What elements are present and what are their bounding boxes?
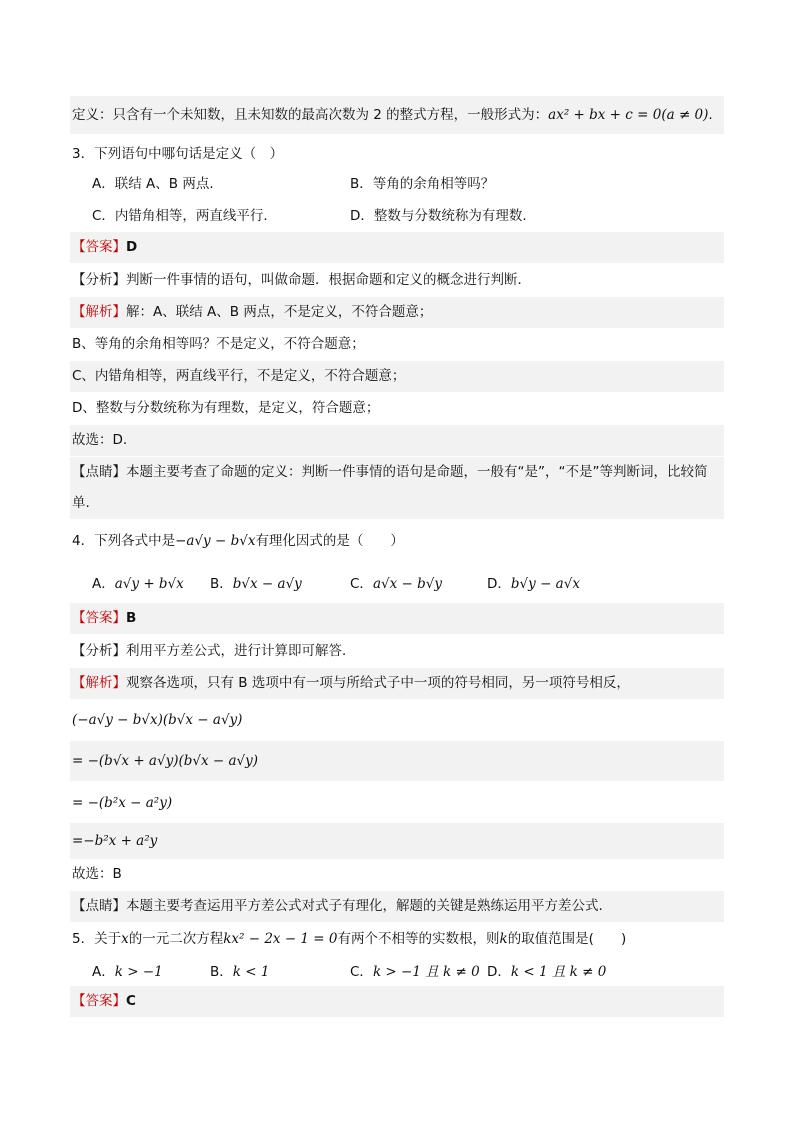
q4-answer: B bbox=[126, 610, 137, 626]
q4-step-3 bbox=[70, 785, 724, 821]
q4-option-c bbox=[350, 572, 442, 592]
q3-choose-row bbox=[70, 425, 724, 456]
option-letter: C． bbox=[350, 964, 373, 980]
option-expr: b√x − a√y bbox=[232, 576, 302, 592]
q3-comment-line-2: 单. bbox=[72, 495, 90, 511]
q5-stem-mid: 的一元二次方程 bbox=[128, 931, 224, 947]
q4-choose: 故选：B bbox=[72, 866, 122, 882]
q4-choose-row bbox=[70, 859, 724, 889]
q4-stem-pre: 4．下列各式中是 bbox=[72, 533, 176, 549]
q4-step-expr: = −(b√x + a√y)(b√x − a√y) bbox=[72, 753, 259, 769]
q3-solution-line: D、整数与分数统称为有理数，是定义，符合题意； bbox=[72, 400, 380, 416]
q5-equation: kx² − 2x − 1 = 0 bbox=[223, 931, 338, 947]
q5-stem-post: 的取值范围是( ) bbox=[507, 931, 627, 947]
q3-stem-text: 3．下列语句中哪句话是定义（ ） bbox=[72, 146, 284, 162]
q3-solution-row-3 bbox=[70, 361, 724, 392]
q3-analysis-row bbox=[70, 265, 724, 296]
q4-step-4 bbox=[70, 823, 724, 859]
q3-answer: D bbox=[126, 239, 138, 255]
answer-tag: 【答案】 bbox=[72, 993, 126, 1009]
option-expr: k > −1 且 k ≠ 0 bbox=[372, 964, 480, 980]
option-letter: C． bbox=[350, 576, 373, 592]
q4-stem-expr: −a√y − b√x bbox=[175, 533, 256, 549]
q5-stem bbox=[70, 924, 724, 954]
q5-answer-row bbox=[70, 986, 724, 1017]
option-letter: A． bbox=[92, 576, 115, 592]
q5-stem-mid2: 有两个不相等的实数根，则 bbox=[337, 931, 500, 947]
option-letter: A． bbox=[92, 964, 115, 980]
q5-option-d bbox=[487, 960, 606, 980]
q3-solution-row-2 bbox=[70, 329, 724, 360]
q4-analysis: 利用平方差公式，进行计算即可解答． bbox=[126, 643, 356, 659]
definition-text: 定义：只含有一个未知数，且未知数的最高次数为 2 的整式方程，一般形式为： bbox=[72, 107, 549, 123]
option-letter: B． bbox=[210, 576, 233, 592]
q3-solution-line: C、内错角相等，两直线平行，不是定义，不符合题意； bbox=[72, 368, 406, 384]
option-expr: k > −1 bbox=[114, 964, 163, 980]
q5-option-a bbox=[92, 960, 163, 980]
q4-solution: 观察各选项，只有 B 选项中有一项与所给式子中一项的符号相同，另一项符号相反， bbox=[126, 675, 630, 691]
answer-tag: 【答案】 bbox=[72, 610, 126, 626]
q4-comment: 本题主要考查运用平方差公式对式子有理化，解题的关键是熟练运用平方差公式. bbox=[126, 898, 603, 914]
q4-stem bbox=[70, 526, 724, 556]
q4-analysis-row bbox=[70, 636, 724, 667]
q4-option-d bbox=[487, 572, 580, 592]
q4-answer-row bbox=[70, 603, 724, 634]
q3-stem bbox=[70, 140, 724, 168]
option-letter: D． bbox=[487, 964, 511, 980]
analysis-tag: 【分析】 bbox=[72, 272, 126, 288]
q3-solution-line: 解：A、联结 A、B 两点，不是定义，不符合题意； bbox=[126, 304, 433, 320]
q5-var-x: x bbox=[121, 931, 129, 947]
q3-solution-line: B、等角的余角相等吗？不是定义，不符合题意； bbox=[72, 336, 365, 352]
definition-end: . bbox=[708, 107, 713, 123]
q3-comment-line-1: 本题主要考查了命题的定义：判断一件事情的语句是命题，一般有“是”，“不是”等判断词，比较简 bbox=[126, 464, 708, 480]
q3-solution-row-4 bbox=[70, 393, 724, 424]
option-expr: b√y − a√x bbox=[510, 576, 580, 592]
option-expr: a√y + b√x bbox=[114, 576, 184, 592]
q3-choose: 故选：D. bbox=[72, 432, 128, 448]
q4-comment-row bbox=[70, 891, 724, 922]
analysis-tag: 【分析】 bbox=[72, 643, 126, 659]
option-expr: k < 1 且 k ≠ 0 bbox=[510, 964, 607, 980]
q3-option-a: A．联结 A、B 两点. bbox=[92, 176, 214, 192]
q5-option-b bbox=[210, 960, 269, 980]
definition-line bbox=[70, 96, 724, 134]
q4-option-a bbox=[92, 572, 184, 592]
comment-tag: 【点睛】 bbox=[72, 898, 126, 914]
q4-stem-post: 有理化因式的是（ ） bbox=[255, 533, 404, 549]
q5-answer: C bbox=[126, 993, 136, 1009]
q3-option-d: D．整数与分数统称为有理数. bbox=[350, 208, 527, 224]
q4-step-expr: (−a√y − b√x)(b√x − a√y) bbox=[72, 712, 243, 728]
q4-step-expr: = −(b²x − a²y) bbox=[72, 795, 173, 811]
q5-var-k: k bbox=[499, 931, 508, 947]
q4-step-1 bbox=[70, 702, 724, 738]
option-expr: a√x − b√y bbox=[372, 576, 442, 592]
q3-comment-row bbox=[70, 457, 724, 519]
option-letter: B． bbox=[210, 964, 233, 980]
q5-option-c bbox=[350, 960, 480, 980]
q3-answer-row bbox=[70, 232, 724, 263]
comment-tag: 【点睛】 bbox=[72, 464, 126, 480]
q4-step-expr: =−b²x + a²y bbox=[72, 833, 158, 849]
q4-step-2 bbox=[70, 741, 724, 781]
q3-solution-row-1 bbox=[70, 297, 724, 328]
q3-analysis: 判断一件事情的语句，叫做命题．根据命题和定义的概念进行判断． bbox=[126, 272, 531, 288]
definition-formula: ax² + bx + c = 0(a ≠ 0) bbox=[548, 107, 709, 123]
solution-tag: 【解析】 bbox=[72, 304, 126, 320]
option-expr: k < 1 bbox=[232, 964, 270, 980]
q5-stem-pre: 5．关于 bbox=[72, 931, 122, 947]
q4-solution-row bbox=[70, 668, 724, 699]
option-letter: D． bbox=[487, 576, 511, 592]
solution-tag: 【解析】 bbox=[72, 675, 126, 691]
answer-tag: 【答案】 bbox=[72, 239, 126, 255]
q4-option-b bbox=[210, 572, 302, 592]
q3-option-c: C．内错角相等，两直线平行. bbox=[92, 208, 268, 224]
q3-option-b: B．等角的余角相等吗？ bbox=[350, 176, 495, 192]
